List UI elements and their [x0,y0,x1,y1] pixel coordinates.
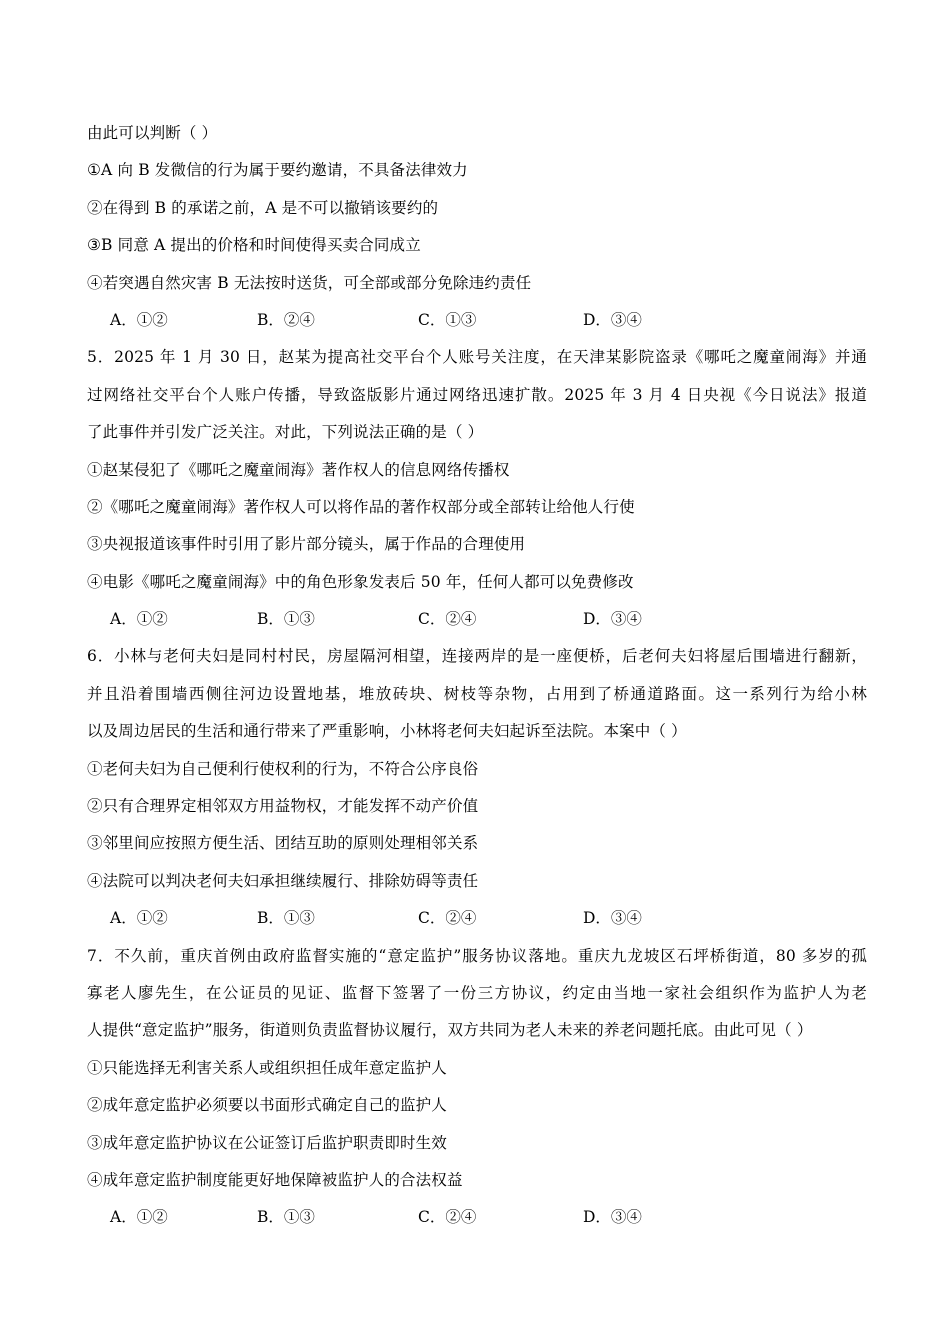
q6-choice-d: D．③④ [583,909,642,928]
q7-choices [87,1205,867,1229]
q5-stem-line-2: 过网络社交平台个人账户传播，导致盗版影片通过网络迅速扩散。2025 年 3 月 4 日央视《今日说法》报道 [87,385,867,404]
q7-choice-c: C．②④ [418,1208,477,1227]
q6-option-4: ④法院可以判决老何夫妇承担继续履行、排除妨碍等责任 [87,871,479,890]
q5-option-3: ③央视报道该事件时引用了影片部分镜头，属于作品的合理使用 [87,535,526,554]
question-4-tail: 由此可以判断（ ） [87,124,218,142]
q5-stem-line-3: 了此事件并引发广泛关注。对此，下列说法正确的是（ ） [87,423,484,442]
q7-option-2: ②成年意定监护必须要以书面形式确定自己的监护人 [87,1096,447,1115]
q4-choice-a: A．①② [110,310,168,329]
q5-choice-d: D．③④ [583,610,642,629]
q7-stem-line-2: 寡老人廖先生，在公证员的见证、监督下签署了一份三方协议，约定由当地一家社会组织作为监护人为老 [87,983,867,1002]
q5-choice-b: B．①③ [257,610,315,629]
q7-choice-d: D．③④ [583,1208,642,1227]
exam-page [87,121,867,1243]
q7-choice-b: B．①③ [257,1208,315,1227]
q6-choice-b: B．①③ [257,909,315,928]
q5-choice-a: A．①② [110,610,168,629]
q6-option-3: ③邻里间应按照方便生活、团结互助的原则处理相邻关系 [87,834,479,853]
q4-choices [87,308,867,332]
q7-option-1: ①只能选择无利害关系人或组织担任成年意定监护人 [87,1058,447,1077]
q7-option-4: ④成年意定监护制度能更好地保障被监护人的合法权益 [87,1170,463,1189]
q7-stem-line-1: 7．不久前，重庆首例由政府监督实施的“意定监护”服务协议落地。重庆九龙坡区石坪桥街道，80 多岁的孤 [87,946,867,965]
q5-option-4: ④电影《哪吒之魔童闹海》中的角色形象发表后 50 年，任何人都可以免费修改 [87,572,634,591]
q5-option-2: ②《哪吒之魔童闹海》著作权人可以将作品的著作权部分或全部转让给他人行使 [87,497,635,516]
q6-stem-line-2: 并且沿着围墙西侧往河边设置地基，堆放砖块、树枝等杂物，占用到了桥通道路面。这一系列行为给小林 [87,684,867,703]
q4-option-3: ③B 同意 A 提出的价格和时间使得买卖合同成立 [87,236,421,255]
q6-choice-a: A．①② [110,909,168,928]
q4-option-1: ①A 向 B 发微信的行为属于要约邀请，不具备法律效力 [87,161,468,180]
q5-choice-c: C．②④ [418,610,477,629]
q4-option-2: ②在得到 B 的承诺之前，A 是不可以撤销该要约的 [87,198,439,217]
q7-stem-line-3: 人提供“意定监护”服务，街道则负责监督协议履行，双方共同为老人未来的养老问题托底。由此可见（ ） [87,1021,813,1040]
q5-choices [87,607,867,631]
q6-stem-line-1: 6．小林与老何夫妇是同村村民，房屋隔河相望，连接两岸的是一座便桥，后老何夫妇将屋后围墙进行翻新， [87,647,867,666]
q4-choice-d: D．③④ [583,310,642,329]
q5-stem-line-1: 5．2025 年 1 月 30 日，赵某为提高社交平台个人账号关注度，在天津某影院盗录《哪吒之魔童闹海》并通 [87,348,867,367]
q7-choice-a: A．①② [110,1208,168,1227]
q6-choice-c: C．②④ [418,909,477,928]
q7-option-3: ③成年意定监护协议在公证签订后监护职责即时生效 [87,1133,447,1152]
q6-option-1: ①老何夫妇为自己便利行使权利的行为，不符合公序良俗 [87,759,479,778]
q4-choice-b: B．②④ [257,310,315,329]
q5-option-1: ①赵某侵犯了《哪吒之魔童闹海》著作权人的信息网络传播权 [87,460,510,479]
q6-choices [87,906,867,930]
q4-choice-c: C．①③ [418,310,477,329]
q4-option-4: ④若突遇自然灾害 B 无法按时送货，可全部或部分免除违约责任 [87,273,532,292]
q6-stem-line-3: 以及周边居民的生活和通行带来了严重影响，小林将老何夫妇起诉至法院。本案中（ ） [87,722,687,741]
q6-option-2: ②只有合理界定相邻双方用益物权，才能发挥不动产价值 [87,797,479,816]
